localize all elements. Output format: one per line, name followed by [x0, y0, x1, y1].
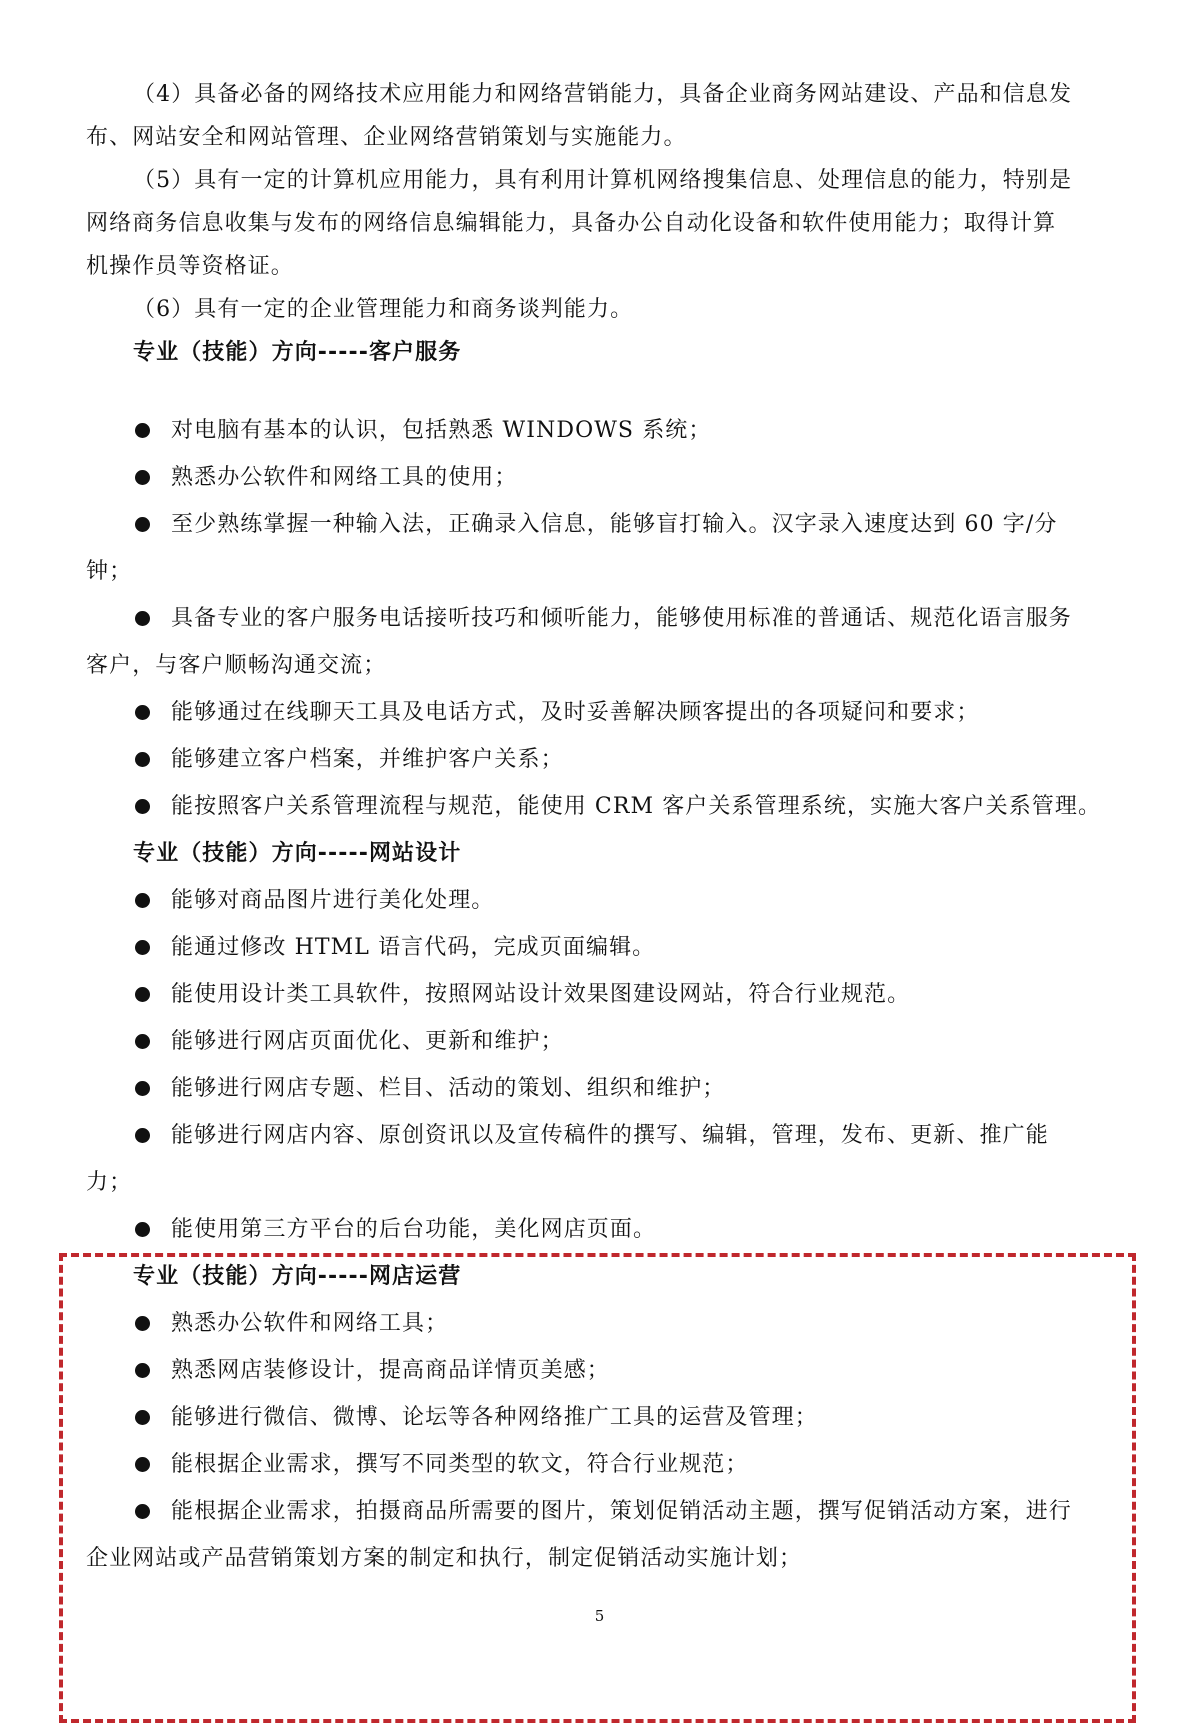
paragraph-5-line-2: 网络商务信息收集与发布的网络信息编辑能力，具备办公自动化设备和软件使用能力；取得计算 — [86, 211, 1057, 236]
bullet-icon — [135, 1504, 150, 1519]
paragraph-6: （6）具有一定的企业管理能力和商务谈判能力。 — [133, 297, 634, 322]
list-item: 对电脑有基本的认识，包括熟悉 WINDOWS 系统； — [171, 418, 712, 443]
section-heading-customer-service: 专业（技能）方向-----客户服务 — [133, 340, 462, 365]
bullet-icon — [135, 1034, 150, 1049]
bullet-icon — [135, 423, 150, 438]
list-item: 能通过修改 HTML 语言代码，完成页面编辑。 — [171, 935, 656, 960]
list-item: 能够通过在线聊天工具及电话方式，及时妥善解决顾客提出的各项疑问和要求； — [171, 700, 980, 725]
list-item: 熟悉网店装修设计，提高商品详情页美感； — [171, 1358, 610, 1383]
list-item-continuation: 钟； — [86, 559, 133, 584]
list-item: 能使用设计类工具软件，按照网站设计效果图建设网站，符合行业规范。 — [171, 982, 911, 1007]
list-item: 能按照客户关系管理流程与规范，能使用 CRM 客户关系管理系统，实施大客户关系管理。 — [171, 794, 1102, 819]
bullet-icon — [135, 893, 150, 908]
page-number: 5 — [594, 1607, 605, 1625]
list-item: 能根据企业需求，拍摄商品所需要的图片，策划促销活动主题，撰写促销活动方案，进行 — [171, 1499, 1072, 1524]
bullet-icon — [135, 517, 150, 532]
bullet-icon — [135, 987, 150, 1002]
list-item-continuation: 企业网站或产品营销策划方案的制定和执行，制定促销活动实施计划； — [86, 1546, 803, 1571]
bullet-icon — [135, 470, 150, 485]
bullet-icon — [135, 1410, 150, 1425]
list-item: 能根据企业需求，撰写不同类型的软文，符合行业规范； — [171, 1452, 749, 1477]
list-item: 能够进行网店页面优化、更新和维护； — [171, 1029, 564, 1054]
list-item: 熟悉办公软件和网络工具； — [171, 1311, 449, 1336]
bullet-icon — [135, 1222, 150, 1237]
list-item: 能使用第三方平台的后台功能，美化网店页面。 — [171, 1217, 657, 1242]
paragraph-5-line-3: 机操作员等资格证。 — [86, 254, 294, 279]
list-item: 能够进行网店专题、栏目、活动的策划、组织和维护； — [171, 1076, 726, 1101]
bullet-icon — [135, 1363, 150, 1378]
bullet-icon — [135, 1128, 150, 1143]
list-item: 熟悉办公软件和网络工具的使用； — [171, 465, 518, 490]
paragraph-5-line-1: （5）具有一定的计算机应用能力，具有利用计算机网络搜集信息、处理信息的能力，特别是 — [133, 168, 1073, 193]
bullet-icon — [135, 1457, 150, 1472]
bullet-icon — [135, 705, 150, 720]
list-item-continuation: 力； — [86, 1170, 133, 1195]
bullet-icon — [135, 1316, 150, 1331]
section-heading-web-design: 专业（技能）方向-----网站设计 — [133, 841, 462, 866]
bullet-icon — [135, 799, 150, 814]
bullet-icon — [135, 752, 150, 767]
paragraph-4-line-1: （4）具备必备的网络技术应用能力和网络营销能力，具备企业商务网站建设、产品和信息发 — [133, 82, 1073, 107]
bullet-icon — [135, 1081, 150, 1096]
bullet-icon — [135, 611, 150, 626]
list-item: 能够对商品图片进行美化处理。 — [171, 888, 495, 913]
list-item: 能够建立客户档案，并维护客户关系； — [171, 747, 564, 772]
list-item: 能够进行微信、微博、论坛等各种网络推广工具的运营及管理； — [171, 1405, 818, 1430]
section-heading-shop-operation: 专业（技能）方向-----网店运营 — [133, 1264, 462, 1289]
list-item: 具备专业的客户服务电话接听技巧和倾听能力，能够使用标准的普通话、规范化语言服务 — [171, 606, 1072, 631]
paragraph-4-line-2: 布、网站安全和网站管理、企业网络营销策划与实施能力。 — [86, 125, 687, 150]
list-item-continuation: 客户，与客户顺畅沟通交流； — [86, 653, 387, 678]
list-item: 至少熟练掌握一种输入法，正确录入信息，能够盲打输入。汉字录入速度达到 60 字/分 — [171, 512, 1058, 537]
list-item: 能够进行网店内容、原创资讯以及宣传稿件的撰写、编辑，管理，发布、更新、推广能 — [171, 1123, 1049, 1148]
bullet-icon — [135, 940, 150, 955]
